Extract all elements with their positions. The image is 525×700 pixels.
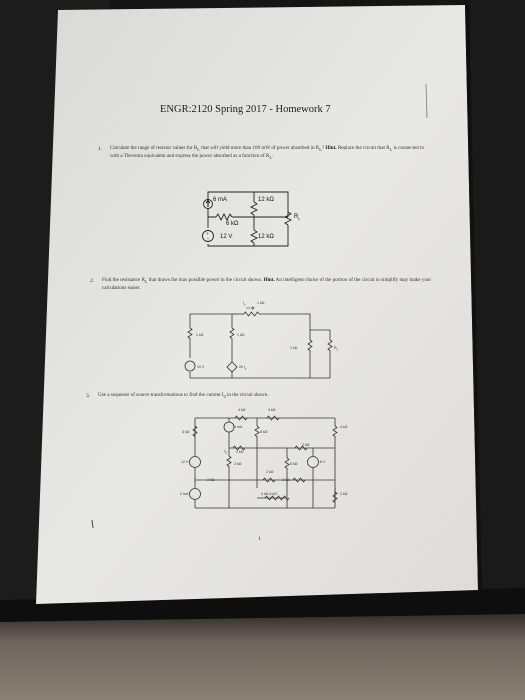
page-title: ENGR:2120 Spring 2017 - Homework 7	[160, 104, 331, 115]
c2-r-left-label: 1 kΩ	[196, 333, 204, 337]
c3-voltage-right-label: 6 V	[320, 460, 326, 464]
c1-r-mid-label: 6 kΩ	[226, 221, 239, 227]
c3-r-6k-label: 6 kΩ	[290, 462, 298, 466]
problem-3-number: 3.	[86, 393, 91, 399]
current-source-icon	[190, 489, 201, 500]
c3-r-right-top-label: 4 kΩ	[340, 425, 348, 429]
c1-voltage-label: 12 V	[220, 234, 233, 240]
floor	[0, 610, 525, 700]
c3-voltage-label: 12 V	[181, 460, 189, 464]
c2-r-series-label: 1 kΩ	[257, 301, 265, 305]
dependent-source-icon	[227, 362, 237, 372]
c2-r-mid-label: 1 kΩ	[237, 333, 245, 337]
c2-r-right-label: 1 kΩ	[290, 346, 298, 350]
problem-3-text: Use a sequence of source transformations to find the current $I_0$ in the circuit shown.	[98, 392, 269, 400]
current-source-icon	[224, 422, 234, 432]
problem-2-number: 2.	[90, 278, 95, 284]
c1-load-label: $R_L$	[294, 214, 301, 222]
c3-r-left-label: 3 kΩ	[182, 430, 190, 434]
c2-voltage-label: 10 V	[197, 365, 205, 369]
c1-current-source-label: 6 mA	[213, 197, 228, 203]
c3-r-2k-c-label: 2 kΩ	[266, 470, 274, 474]
circuit-3-diagram	[175, 408, 365, 513]
c2-load-label: $R_L$	[334, 346, 339, 352]
c3-r-3k-b-label: 3 kΩ	[282, 478, 290, 482]
svg-text:+: +	[206, 231, 209, 237]
c3-r-right-mid-label: 2 kΩ	[302, 443, 310, 447]
c3-r-3k-label: 3 kΩ	[207, 478, 215, 482]
c3-r-mid1-label: 6 kΩ	[260, 430, 268, 434]
svg-text:−: −	[206, 236, 210, 241]
c3-r-top2-label: 3 kΩ	[268, 408, 276, 412]
page-number: 1	[258, 536, 261, 542]
c3-r-2k-a-label: 2 kΩ	[236, 450, 244, 454]
c1-r-bottom-label: 12 kΩ	[258, 234, 274, 240]
circuit-2-diagram	[180, 300, 350, 388]
problem-1-number: 1.	[98, 146, 103, 152]
c2-dependent-label: 2k $I_x$	[239, 365, 247, 371]
voltage-source-icon	[308, 457, 319, 468]
problem-2-text: Find the resistance $R_L$ that draws the max possible power in the circuit shown. Hint. An intelligent choice of the portion of the circuit to simplify may make your calculations easier.	[102, 277, 432, 292]
voltage-source-icon	[185, 361, 195, 371]
c3-io-label: $I_0$	[224, 449, 227, 455]
c3-current-source-b-label: 2 mA	[180, 492, 189, 496]
problem-1-text: Calculate the range of resistor values for $R_L$ that will yield more than 100 mW of power absorbed in $R_L$? Hint. Replace the circuit that $R_L$ is connected to with a Thevenin equivalent and express the power absorbed as a function of $R_L$.	[110, 145, 425, 161]
c3-current-source-label: 4 mA	[234, 425, 243, 429]
c3-r-bottom-right-label: 2 kΩ	[340, 492, 348, 496]
circuit-1-diagram	[190, 188, 310, 250]
c1-r-top-label: 12 kΩ	[258, 197, 274, 203]
c3-r-bottom-label: 4 kΩ 6 kΩ	[261, 492, 277, 496]
c2-current-label: $I_x$	[243, 301, 246, 307]
c3-r-2k-b-label: 2 kΩ	[234, 462, 242, 466]
voltage-source-icon	[190, 457, 201, 468]
c3-r-top1-label: 4 kΩ	[238, 408, 246, 412]
